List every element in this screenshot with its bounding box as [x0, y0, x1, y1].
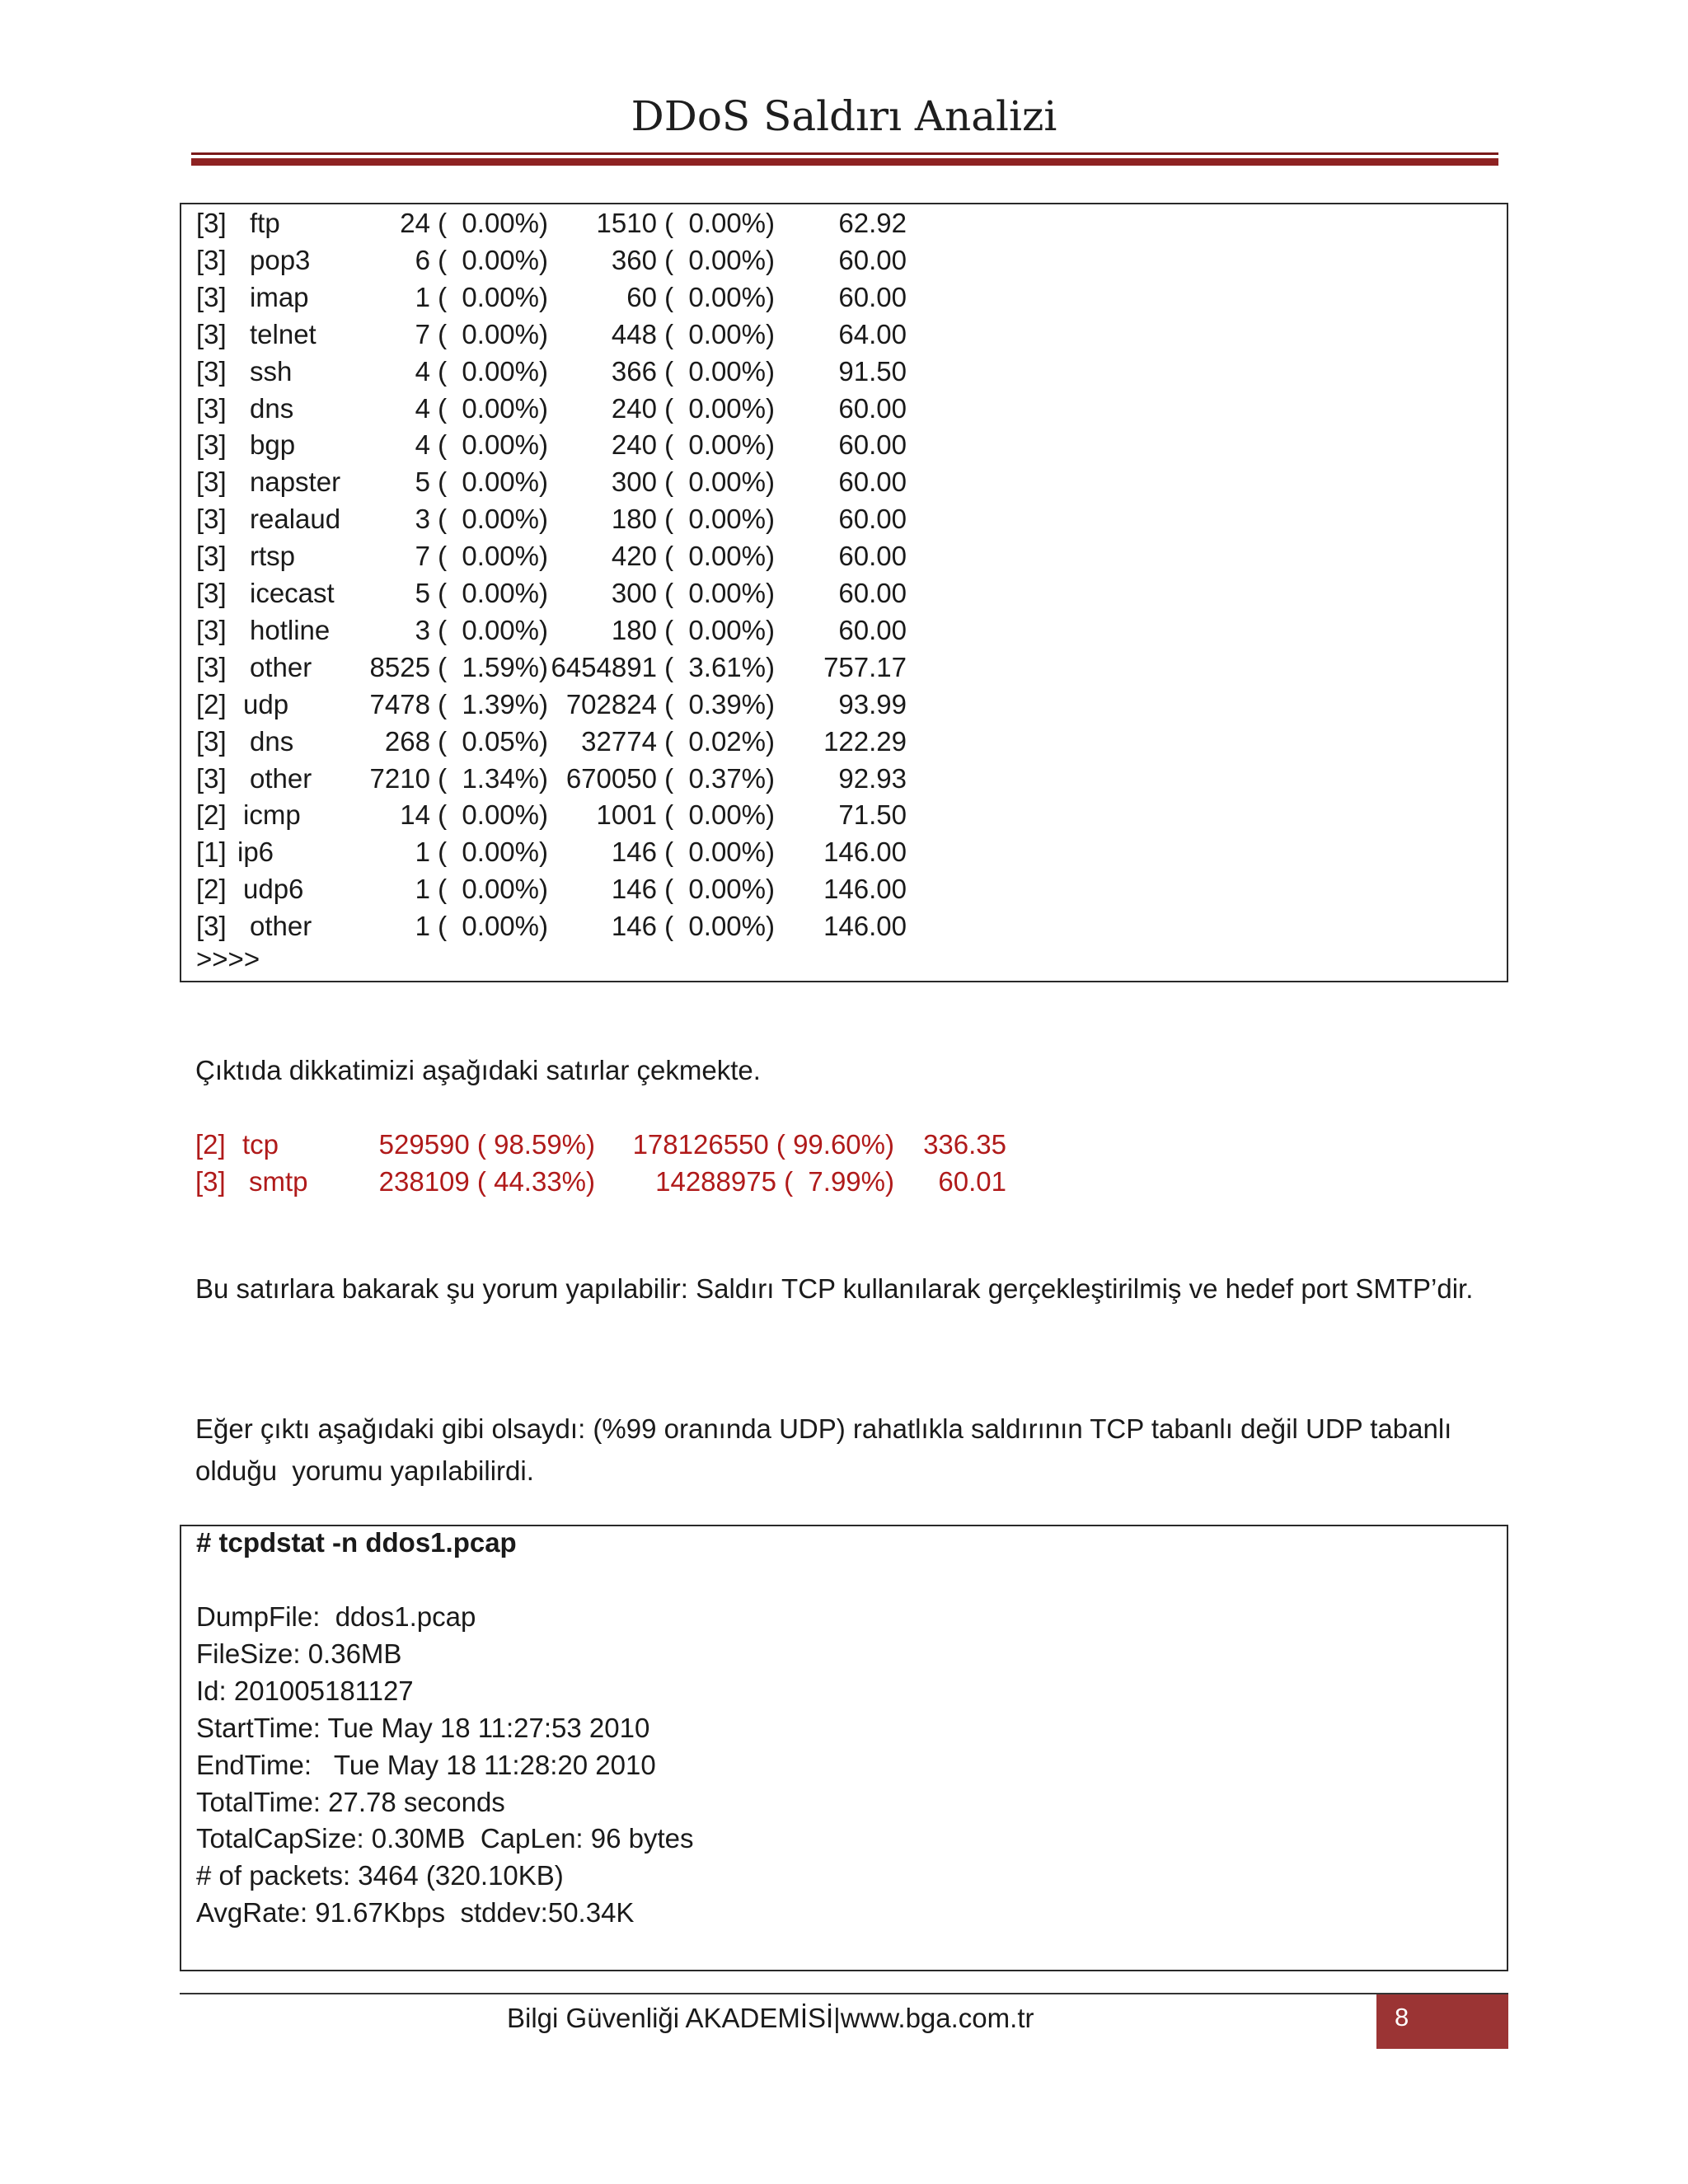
row-protocol: other [250, 762, 312, 794]
dump-line: DumpFile: ddos1.pcap [196, 1601, 476, 1632]
stats-row [181, 837, 1170, 874]
row-bytes: 180 ( 0.00%) [611, 504, 775, 535]
row-avg-size: 93.99 [838, 688, 907, 719]
row-avg-size: 60.00 [838, 244, 907, 275]
stats-row [181, 652, 1170, 689]
highlight-row [195, 1129, 1267, 1166]
row-bytes: 670050 ( 0.37%) [565, 762, 775, 794]
row-bytes: 146 ( 0.00%) [611, 874, 775, 905]
row-level: [2] [196, 799, 227, 831]
row-protocol: telnet [250, 318, 316, 349]
row-packets: 4 ( 0.00%) [415, 392, 548, 424]
stats-row [181, 208, 1170, 245]
row-level: [3] [196, 725, 227, 757]
row-packets: 1 ( 0.00%) [415, 837, 548, 868]
row-level: [3] [196, 318, 227, 349]
row-bytes: 240 ( 0.00%) [611, 429, 775, 461]
command-output-box [180, 1525, 1508, 1971]
row-packets: 8525 ( 1.59%) [369, 651, 548, 682]
row-bytes: 146 ( 0.00%) [611, 837, 775, 868]
stats-row [181, 356, 1170, 393]
row-protocol: hotline [250, 614, 331, 645]
row-avg-size: 757.17 [823, 651, 907, 682]
row-bytes: 360 ( 0.00%) [611, 244, 775, 275]
stats-row [181, 689, 1170, 726]
row-bytes: 60 ( 0.00%) [626, 281, 775, 312]
row-level: [3] [196, 208, 227, 238]
row-bytes: 1001 ( 0.00%) [596, 799, 775, 831]
row-protocol: tcp [242, 1129, 279, 1160]
row-bytes: 14288975 ( 7.99%) [655, 1166, 894, 1197]
footer-rule [180, 1993, 1508, 1994]
stats-row [181, 541, 1170, 578]
row-bytes: 146 ( 0.00%) [611, 911, 775, 942]
footer-text: Bilgi Güvenliği AKADEMİSİ|www.bga.com.tr [507, 2003, 1034, 2033]
stats-row [181, 393, 1170, 430]
row-avg-size: 60.00 [838, 429, 907, 461]
row-protocol: ssh [250, 355, 293, 387]
row-level: [3] [196, 244, 227, 275]
row-bytes: 178126550 ( 99.60%) [632, 1129, 894, 1160]
page-number: 8 [1395, 2003, 1409, 2032]
row-packets: 529590 ( 98.59%) [378, 1129, 595, 1160]
stats-output-box [180, 203, 1508, 982]
row-level: [3] [196, 466, 227, 498]
row-protocol: realaud [250, 504, 341, 535]
row-protocol: udp6 [243, 874, 304, 905]
row-packets: 4 ( 0.00%) [415, 355, 548, 387]
dump-line: AvgRate: 91.67Kbps stddev:50.34K [196, 1897, 635, 1929]
stats-row [181, 319, 1170, 356]
row-packets: 4 ( 0.00%) [415, 429, 548, 461]
stats-row [181, 799, 1170, 837]
row-avg-size: 60.00 [838, 466, 907, 498]
header-rule-thick [191, 158, 1498, 166]
row-packets: 6 ( 0.00%) [415, 244, 548, 275]
row-protocol: dns [250, 392, 294, 424]
row-level: [3] [196, 355, 227, 387]
row-packets: 1 ( 0.00%) [415, 281, 548, 312]
row-protocol: other [250, 911, 312, 942]
row-avg-size: 71.50 [838, 799, 907, 831]
row-level: [3] [196, 614, 227, 645]
stats-row [181, 429, 1170, 466]
dump-line: StartTime: Tue May 18 11:27:53 2010 [196, 1712, 650, 1743]
dump-line: TotalCapSize: 0.30MB CapLen: 96 bytes [196, 1823, 694, 1854]
row-level: [2] [196, 874, 227, 905]
row-level: [3] [196, 541, 227, 572]
stats-row [181, 282, 1170, 319]
dump-line: EndTime: Tue May 18 11:28:20 2010 [196, 1749, 656, 1780]
row-level: [2] [196, 688, 227, 719]
row-level: [3] [196, 578, 227, 608]
conclusion-paragraph: Bu satırlara bakarak şu yorum yapılabilir: Saldırı TCP kullanılarak gerçekleştirilmiş ve hedef port SMTP’dir. [195, 1273, 1474, 1304]
row-level: [1] [196, 837, 227, 868]
row-packets: 7 ( 0.00%) [415, 541, 548, 572]
row-protocol: rtsp [250, 541, 296, 572]
prompt-line: >>>> [196, 944, 260, 974]
stats-row [181, 874, 1170, 911]
row-avg-size: 62.92 [838, 208, 907, 238]
row-level: [2] [195, 1129, 226, 1160]
row-packets: 7478 ( 1.39%) [369, 688, 548, 719]
row-level: [3] [196, 504, 227, 535]
row-protocol: bgp [250, 429, 296, 461]
dump-line: FileSize: 0.36MB [196, 1638, 402, 1669]
row-avg-size: 60.00 [838, 578, 907, 608]
row-packets: 7210 ( 1.34%) [369, 762, 548, 794]
row-protocol: imap [250, 281, 309, 312]
row-packets: 1 ( 0.00%) [415, 911, 548, 942]
row-protocol: icecast [250, 578, 335, 608]
row-bytes: 32774 ( 0.02%) [581, 725, 775, 757]
stats-row [181, 578, 1170, 615]
row-bytes: 300 ( 0.00%) [611, 578, 775, 608]
row-protocol: ip6 [237, 837, 274, 868]
row-avg-size: 64.00 [838, 318, 907, 349]
row-avg-size: 336.35 [923, 1129, 1006, 1160]
stats-row [181, 504, 1170, 541]
row-avg-size: 146.00 [823, 874, 907, 905]
row-protocol: napster [250, 466, 341, 498]
row-protocol: smtp [249, 1166, 308, 1197]
row-protocol: other [250, 651, 312, 682]
stats-row [181, 911, 1170, 948]
row-packets: 3 ( 0.00%) [415, 504, 548, 535]
highlight-row [195, 1166, 1267, 1203]
stats-row [181, 763, 1170, 800]
command-line: # tcpdstat -n ddos1.pcap [196, 1527, 517, 1558]
row-bytes: 448 ( 0.00%) [611, 318, 775, 349]
row-protocol: dns [250, 725, 294, 757]
stats-row [181, 466, 1170, 504]
row-level: [3] [196, 651, 227, 682]
row-bytes: 1510 ( 0.00%) [596, 208, 775, 238]
row-bytes: 366 ( 0.00%) [611, 355, 775, 387]
hypothesis-paragraph-line1: Eğer çıktı aşağıdaki gibi olsaydı: (%99 oranında UDP) rahatlıkla saldırının TCP tabanlı değil UDP tabanlı [195, 1413, 1452, 1444]
row-packets: 3 ( 0.00%) [415, 614, 548, 645]
row-level: [3] [196, 281, 227, 312]
row-protocol: pop3 [250, 244, 311, 275]
row-avg-size: 60.00 [838, 614, 907, 645]
row-avg-size: 60.00 [838, 392, 907, 424]
row-bytes: 702824 ( 0.39%) [565, 688, 775, 719]
row-bytes: 6454891 ( 3.61%) [551, 651, 775, 682]
hypothesis-paragraph-line2: olduğu yorumu yapılabilirdi. [195, 1455, 534, 1486]
row-packets: 24 ( 0.00%) [400, 208, 548, 238]
row-avg-size: 146.00 [823, 911, 907, 942]
row-bytes: 180 ( 0.00%) [611, 614, 775, 645]
page-header-title: DDoS Saldırı Analizi [631, 92, 1057, 140]
stats-row [181, 245, 1170, 282]
row-avg-size: 60.00 [838, 504, 907, 535]
row-packets: 5 ( 0.00%) [415, 578, 548, 608]
row-bytes: 240 ( 0.00%) [611, 392, 775, 424]
row-packets: 238109 ( 44.33%) [378, 1166, 595, 1197]
header-rule-thin [191, 152, 1498, 155]
dump-line: # of packets: 3464 (320.10KB) [196, 1860, 564, 1891]
stats-row [181, 615, 1170, 652]
row-packets: 268 ( 0.05%) [384, 725, 548, 757]
row-level: [3] [196, 392, 227, 424]
row-packets: 14 ( 0.00%) [400, 799, 548, 831]
row-level: [3] [196, 762, 227, 794]
page-number-box [1376, 1994, 1508, 2049]
row-packets: 1 ( 0.00%) [415, 874, 548, 905]
intro-paragraph: Çıktıda dikkatimizi aşağıdaki satırlar çekmekte. [195, 1055, 761, 1085]
dump-line: Id: 201005181127 [196, 1675, 414, 1706]
row-packets: 7 ( 0.00%) [415, 318, 548, 349]
row-avg-size: 60.00 [838, 281, 907, 312]
row-bytes: 300 ( 0.00%) [611, 466, 775, 498]
row-level: [3] [196, 429, 227, 461]
row-level: [3] [196, 911, 227, 942]
row-protocol: ftp [250, 208, 280, 238]
row-protocol: udp [243, 688, 289, 719]
dump-line: TotalTime: 27.78 seconds [196, 1786, 505, 1817]
row-avg-size: 122.29 [823, 725, 907, 757]
row-avg-size: 91.50 [838, 355, 907, 387]
row-avg-size: 92.93 [838, 762, 907, 794]
row-level: [3] [195, 1166, 226, 1197]
row-avg-size: 146.00 [823, 837, 907, 868]
row-packets: 5 ( 0.00%) [415, 466, 548, 498]
stats-row [181, 726, 1170, 763]
row-avg-size: 60.01 [938, 1166, 1006, 1197]
row-avg-size: 60.00 [838, 541, 907, 572]
row-bytes: 420 ( 0.00%) [611, 541, 775, 572]
row-protocol: icmp [243, 799, 301, 831]
